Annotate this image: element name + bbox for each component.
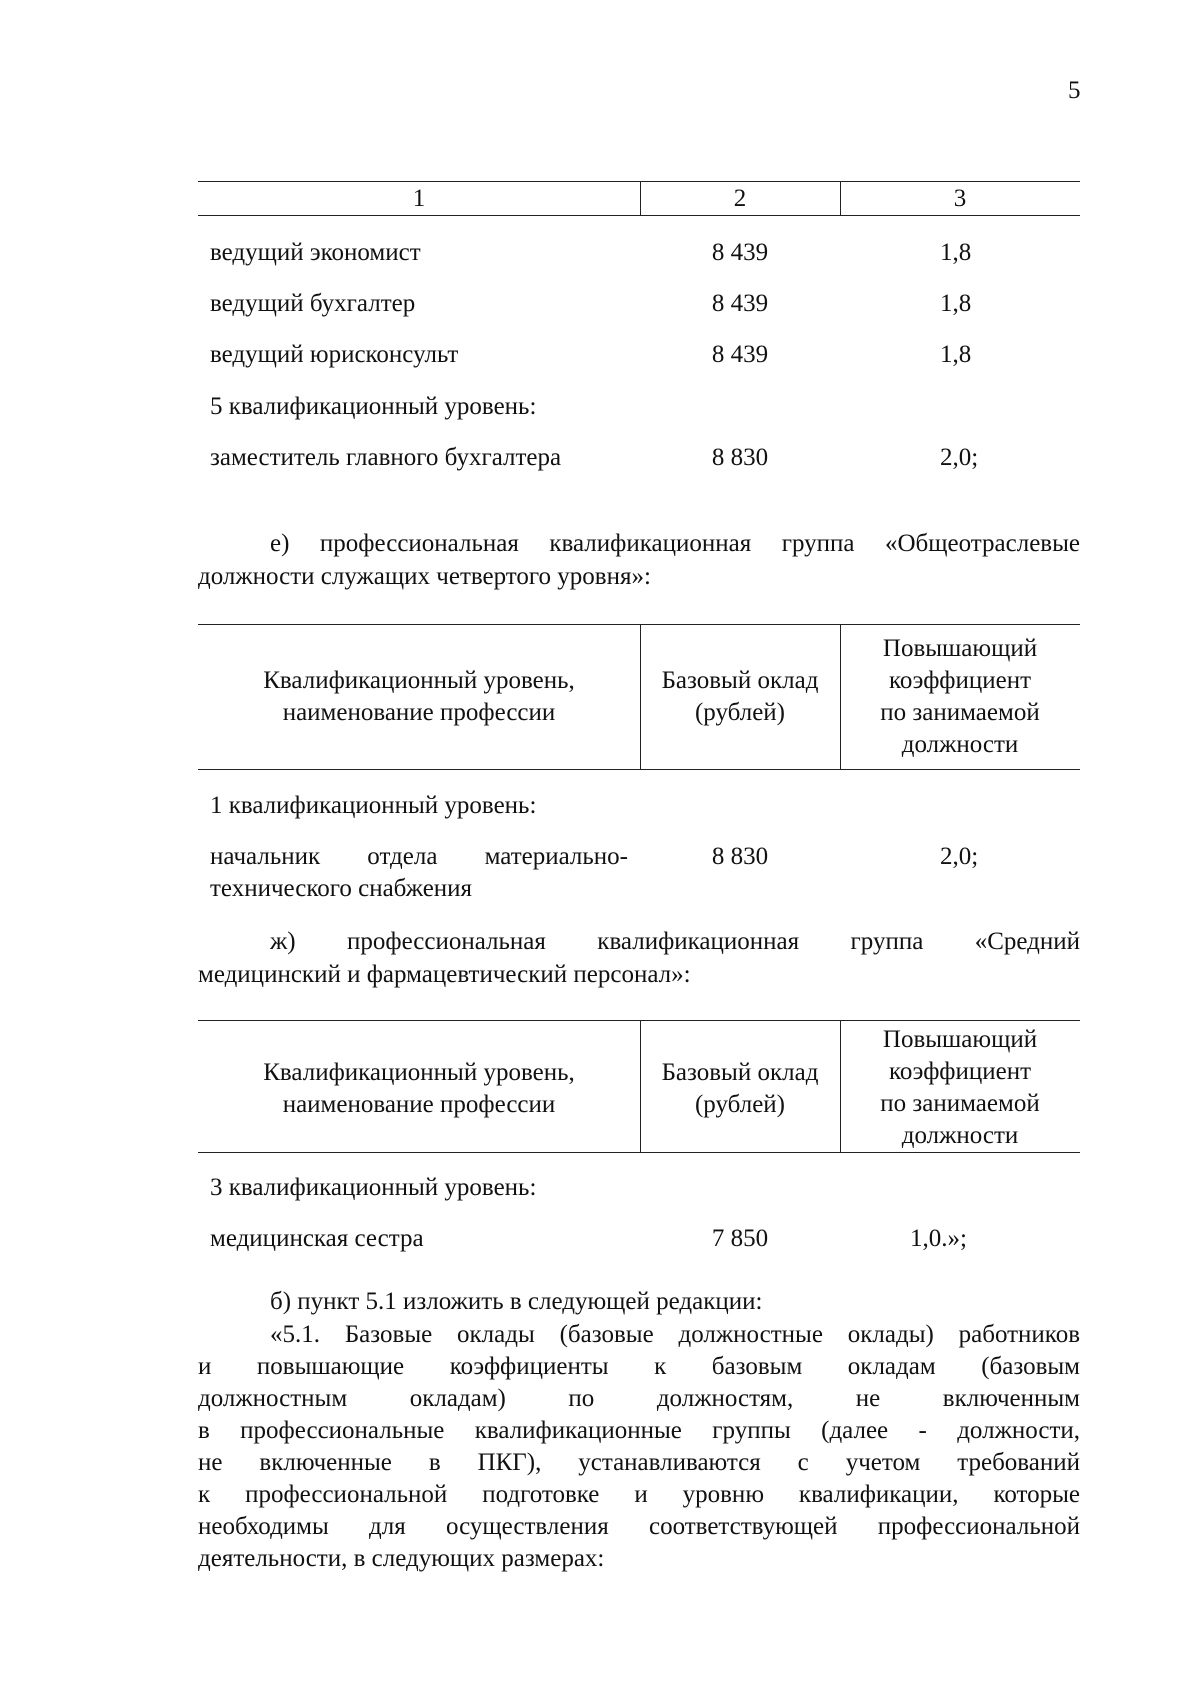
base-salary: 8 439 xyxy=(711,239,769,266)
section-zh-heading: ж) профессиональная квалификационная группа «Средний xyxy=(270,928,1080,955)
position-name: начальник отдела материально- xyxy=(210,843,628,870)
header-line: Квалификационный уровень, xyxy=(263,667,575,694)
header-coefficient xyxy=(840,633,1080,761)
header-line: коэффициент xyxy=(888,667,1032,694)
header-line: (рублей) xyxy=(694,699,786,726)
paragraph-line: должностным окладам) по должностям, не включенным xyxy=(198,1385,1080,1412)
table-header-border xyxy=(198,769,1080,770)
coefficient: 2,0; xyxy=(940,444,979,471)
header-line: наименование профессии xyxy=(282,699,556,726)
header-base-salary xyxy=(640,665,840,729)
base-salary: 7 850 xyxy=(711,1225,769,1252)
paragraph-line: к профессиональной подготовке и уровню квалификации, которые xyxy=(198,1481,1080,1508)
position-name: ведущий экономист xyxy=(210,239,421,266)
table-header-border xyxy=(198,215,1080,216)
paragraph-line-last: деятельности, в следующих размерах: xyxy=(198,1545,605,1572)
position-name: ведущий бухгалтер xyxy=(210,290,416,317)
header-line: Повышающий xyxy=(882,635,1038,662)
header-qualification-level xyxy=(198,665,640,729)
header-coefficient xyxy=(840,1024,1080,1152)
page-number: 5 xyxy=(1068,77,1081,104)
column-number-1: 1 xyxy=(412,185,426,212)
header-line: наименование профессии xyxy=(282,1091,556,1118)
table-header-border xyxy=(198,1152,1080,1153)
header-line: (рублей) xyxy=(694,1091,786,1118)
header-line: по занимаемой xyxy=(880,699,1040,726)
header-line: Повышающий xyxy=(882,1026,1038,1053)
header-line: должности xyxy=(901,731,1019,758)
header-qualification-level xyxy=(198,1057,640,1121)
table-top-border xyxy=(198,1020,1080,1021)
column-number-2: 2 xyxy=(733,185,747,212)
paragraph-line: не включенные в ПКГ), устанавливаются с учетом требований xyxy=(198,1449,1080,1476)
table-top-border xyxy=(198,624,1080,625)
table-top-border xyxy=(198,181,1080,182)
header-line: Базовый оклад xyxy=(661,667,819,694)
paragraph-line: «5.1. Базовые оклады (базовые должностные оклады) работников xyxy=(270,1321,1080,1348)
header-line: коэффициент xyxy=(888,1058,1032,1085)
header-line: по занимаемой xyxy=(880,1090,1040,1117)
coefficient: 1,0.»; xyxy=(910,1225,967,1252)
position-name-cont: технического снабжения xyxy=(210,875,473,902)
header-line: Квалификационный уровень, xyxy=(263,1059,575,1086)
section-zh-heading-cont: медицинский и фармацевтический персонал»: xyxy=(198,961,691,988)
base-salary: 8 439 xyxy=(711,341,769,368)
base-salary: 8 439 xyxy=(711,290,769,317)
coefficient: 1,8 xyxy=(940,290,972,317)
qualification-level-label: 1 квалификационный уровень: xyxy=(210,792,537,819)
coefficient: 1,8 xyxy=(940,239,972,266)
header-line: Базовый оклад xyxy=(661,1059,819,1086)
position-name: медицинская сестра xyxy=(210,1225,424,1252)
paragraph-line: и повышающие коэффициенты к базовым окладам (базовым xyxy=(198,1353,1080,1380)
paragraph-line: в профессиональные квалификационные группы (далее - должности, xyxy=(198,1417,1080,1444)
base-salary: 8 830 xyxy=(711,444,769,471)
column-number-3: 3 xyxy=(953,185,967,212)
paragraph-line: необходимы для осуществления соответствующей профессиональной xyxy=(198,1513,1080,1540)
qualification-level-label: 3 квалификационный уровень: xyxy=(210,1174,537,1201)
section-b-heading: б) пункт 5.1 изложить в следующей редакции: xyxy=(270,1288,763,1315)
qualification-level-label: 5 квалификационный уровень: xyxy=(210,393,537,420)
position-name: заместитель главного бухгалтера xyxy=(210,444,562,471)
base-salary: 8 830 xyxy=(711,843,769,870)
section-e-heading: е) профессиональная квалификационная группа «Общеотраслевые xyxy=(270,530,1080,557)
header-base-salary xyxy=(640,1057,840,1121)
coefficient: 2,0; xyxy=(940,843,979,870)
header-line: должности xyxy=(901,1122,1019,1149)
coefficient: 1,8 xyxy=(940,341,972,368)
section-e-heading-cont: должности служащих четвертого уровня»: xyxy=(198,563,651,590)
position-name: ведущий юрисконсульт xyxy=(210,341,459,368)
